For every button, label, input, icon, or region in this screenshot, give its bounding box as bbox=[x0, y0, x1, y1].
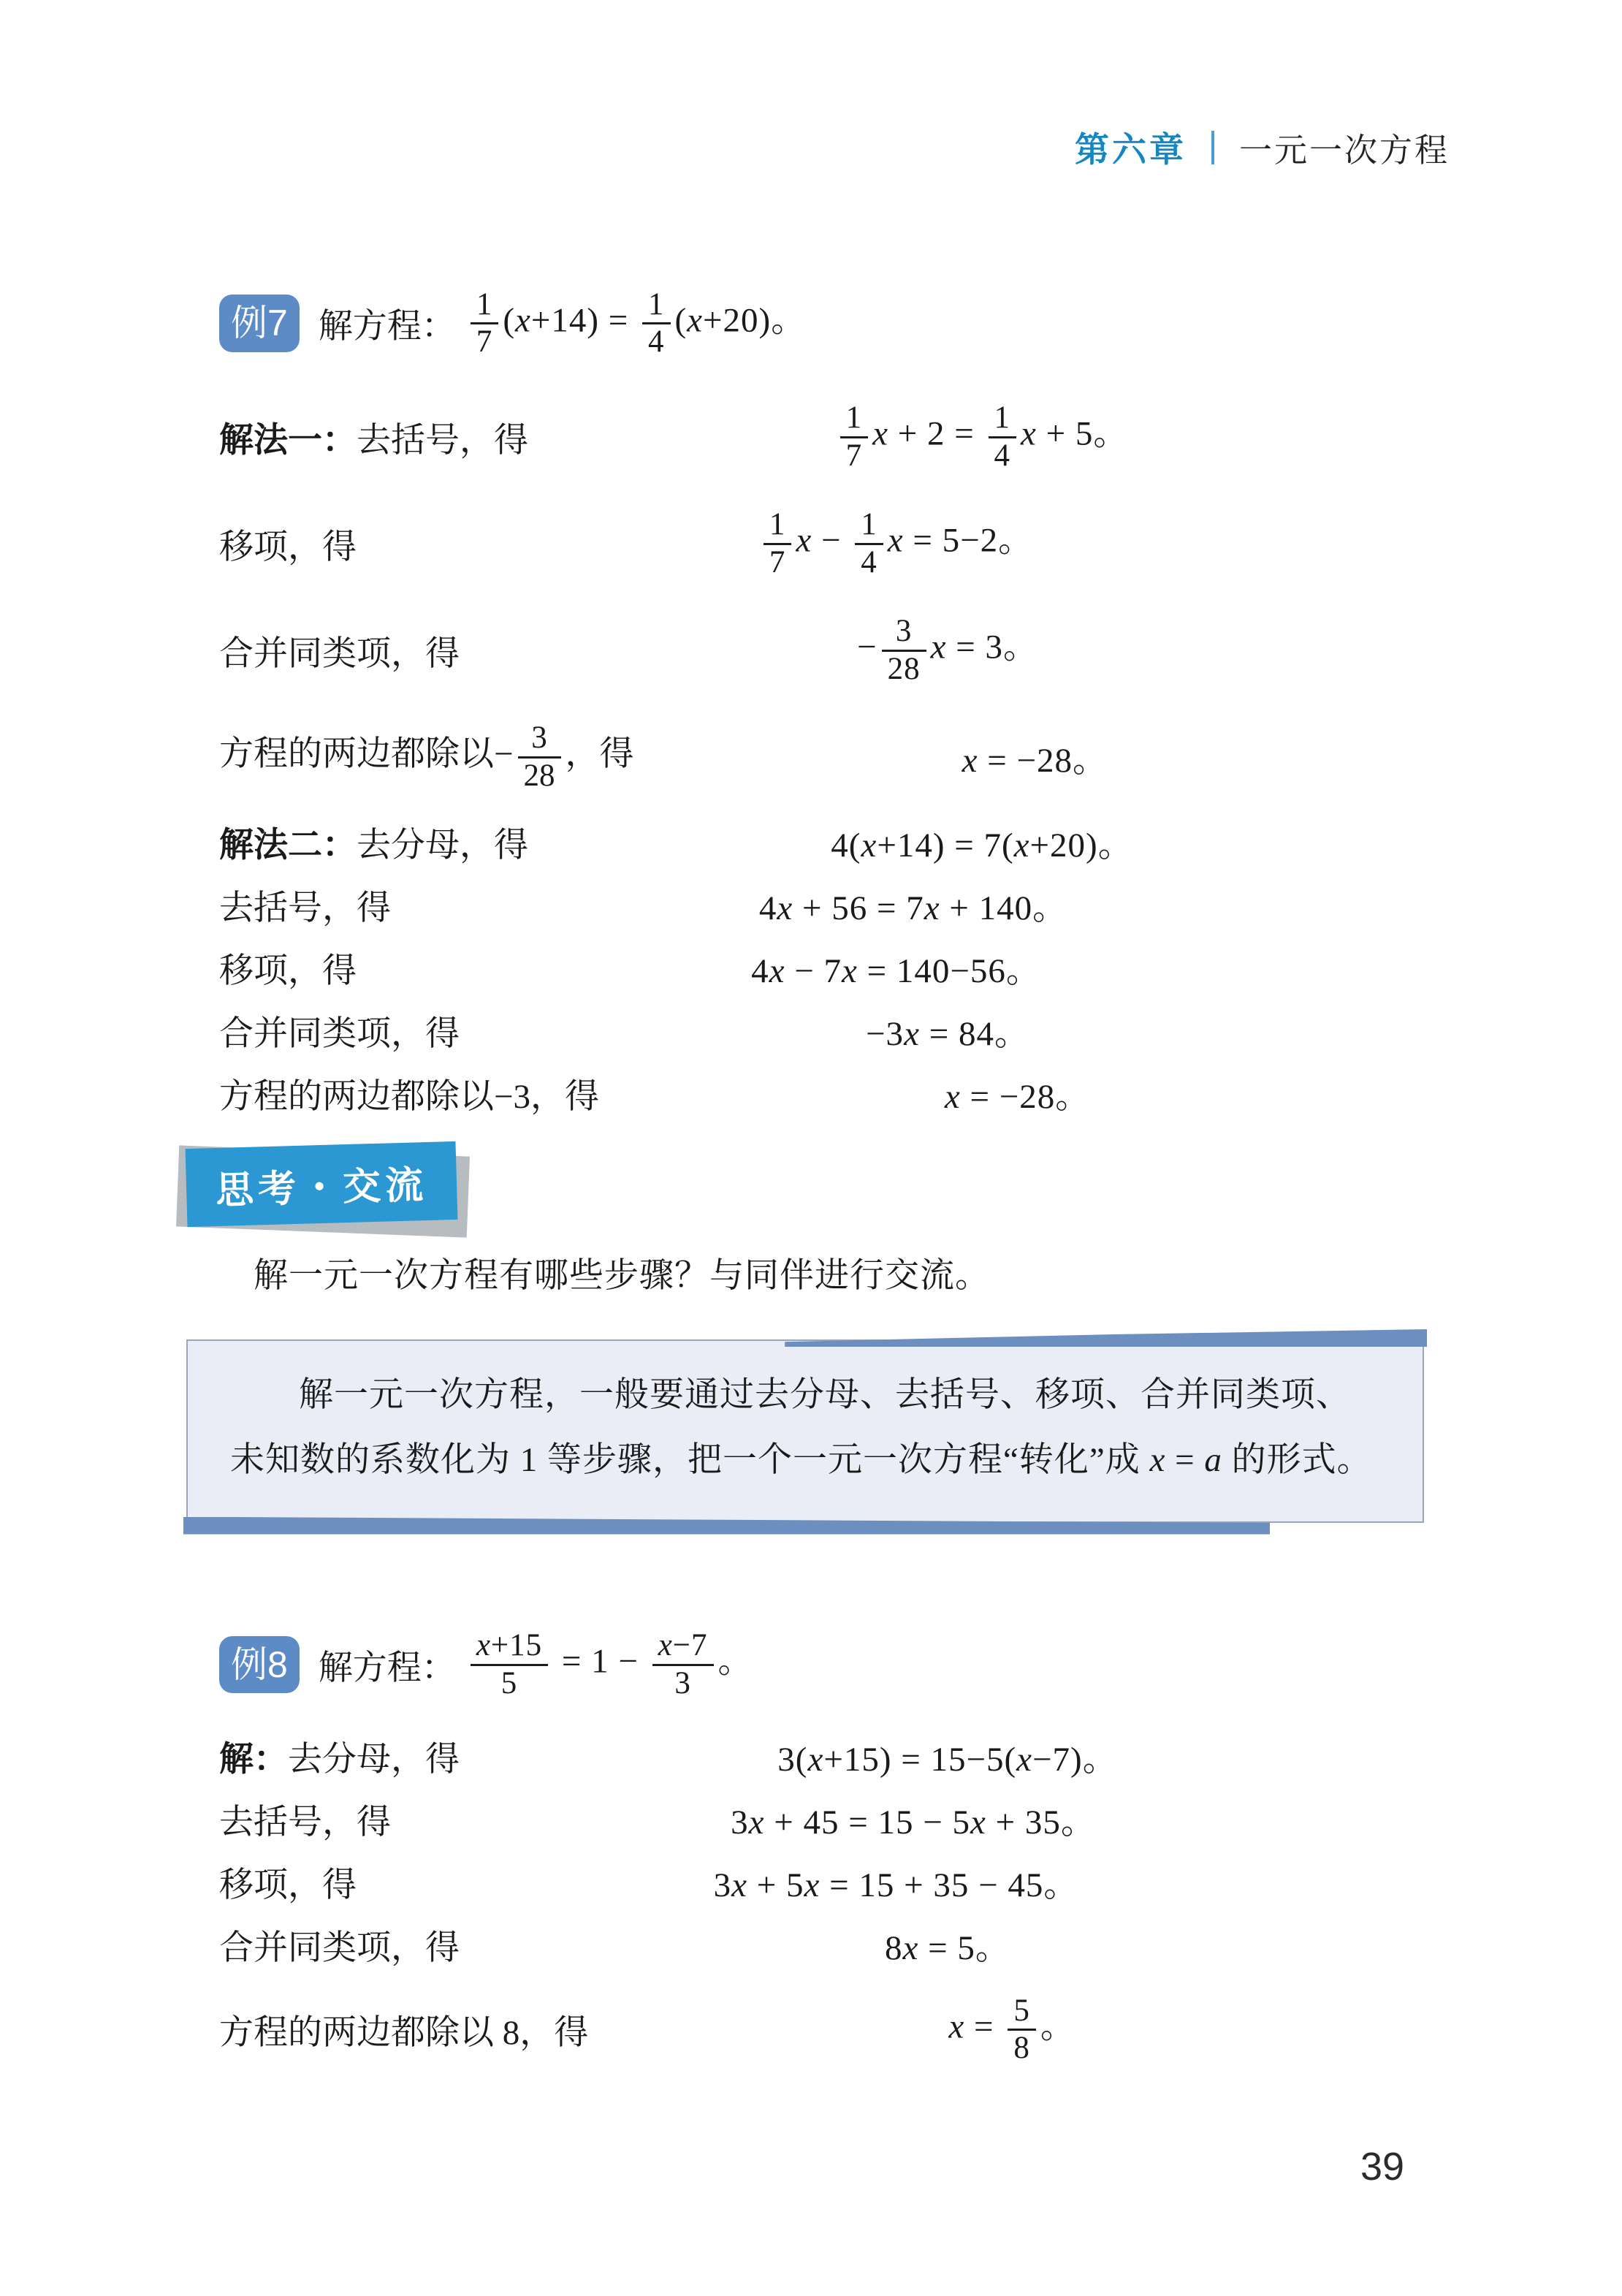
step-label-bold: 解法二： bbox=[219, 824, 357, 864]
step-label bbox=[219, 881, 391, 930]
step-equation: x = −28。 bbox=[944, 1077, 1091, 1116]
example7-badge: 例7 bbox=[219, 294, 300, 352]
think-question: 解一元一次方程有哪些步骤？与同伴进行交流。 bbox=[254, 1257, 990, 1295]
think-communicate-badge bbox=[186, 1145, 457, 1223]
example8-equation: $\frac{x+15}{5}$ = 1 − $\frac{x-7}{3}$ 。 bbox=[466, 1628, 753, 1700]
page-number: 39 bbox=[1360, 2145, 1405, 2189]
step-label bbox=[219, 2005, 588, 2054]
box-accent-bottom bbox=[183, 1517, 1270, 1535]
step-label bbox=[219, 721, 634, 793]
step-equation: 4(x+14) = 7(x+20)。 bbox=[831, 826, 1133, 864]
example8-lead: 解方程： bbox=[318, 1649, 456, 1687]
box-accent-top bbox=[785, 1329, 1427, 1347]
step-equation: − $\frac{3}{28}$ x = 3。 bbox=[857, 614, 1038, 686]
step-label-text: 去括号，得 bbox=[219, 1803, 391, 1842]
step-label-text: 移项，得 bbox=[219, 951, 357, 990]
step-label-text: 移项，得 bbox=[219, 528, 357, 566]
step-equation: 4x − 7x = 140−56。 bbox=[751, 951, 1041, 990]
step-label-text: 合并同类项，得 bbox=[219, 634, 460, 673]
step-equation: 8x = 5。 bbox=[885, 1929, 1010, 1968]
step-equation: 3(x+15) = 15−5(x−7)。 bbox=[777, 1741, 1118, 1779]
solution-step bbox=[219, 490, 1436, 597]
step-equation: x = −28。 bbox=[962, 741, 1108, 780]
step-label-text: 去分母，得 bbox=[357, 826, 528, 864]
solution-step bbox=[219, 1062, 1436, 1125]
example8-badge: 例8 bbox=[219, 1636, 300, 1694]
header-divider bbox=[1211, 131, 1214, 164]
page-content bbox=[215, 263, 1436, 2083]
solution-step bbox=[219, 597, 1436, 704]
summary-box bbox=[186, 1339, 1424, 1523]
solution-step bbox=[219, 704, 1436, 810]
solution-step bbox=[219, 1788, 1436, 1851]
step-label bbox=[219, 1920, 460, 1969]
step-equation: x = $\frac{5}{8}$ 。 bbox=[948, 1993, 1075, 2066]
step-label bbox=[219, 943, 357, 992]
step-label bbox=[219, 413, 528, 462]
badge-label: 思考・交流 bbox=[186, 1141, 458, 1227]
example7-equation: $\frac{1}{7}$ (x+14) = $\frac{1}{4}$ (x+20)。 bbox=[466, 287, 806, 360]
step-label-text: 合并同类项，得 bbox=[219, 1014, 460, 1053]
step-label bbox=[219, 1732, 460, 1781]
step-label-text: 去分母，得 bbox=[288, 1741, 460, 1779]
page-header bbox=[1075, 123, 1450, 172]
example7-lead: 解方程： bbox=[318, 308, 456, 346]
step-equation: $\frac{1}{7}$ x − $\frac{1}{4}$ x = 5−2。 bbox=[357, 507, 1436, 579]
step-label-text: 方程的两边都除以− $\frac{3}{28}$ ，得 bbox=[219, 721, 634, 793]
step-equation: −3x = 84。 bbox=[866, 1014, 1029, 1053]
example8-title bbox=[219, 1605, 1436, 1725]
step-label-text: 去括号，得 bbox=[219, 889, 391, 927]
solution-step bbox=[219, 1851, 1436, 1914]
solution-step bbox=[219, 873, 1436, 936]
step-equation: 4x + 56 = 7x + 140。 bbox=[758, 889, 1068, 927]
solution-step bbox=[219, 810, 1436, 873]
step-label-text: 合并同类项，得 bbox=[219, 1929, 460, 1968]
step-label-text: 移项，得 bbox=[219, 1866, 357, 1905]
solution-step bbox=[219, 1725, 1436, 1788]
step-label bbox=[219, 626, 460, 675]
step-label-text: 去括号，得 bbox=[357, 421, 528, 460]
step-label-bold: 解法一： bbox=[219, 419, 357, 459]
step-label bbox=[219, 520, 357, 569]
solution-step bbox=[219, 1977, 1436, 2083]
step-label bbox=[219, 818, 528, 867]
step-equation: 3x + 5x = 15 + 35 − 45。 bbox=[713, 1866, 1079, 1905]
step-label-text: 方程的两边都除以−3，得 bbox=[219, 1077, 600, 1116]
solution-step bbox=[219, 999, 1436, 1062]
step-label-text: 方程的两边都除以 8，得 bbox=[219, 2014, 589, 2053]
chapter-title: 一元一次方程 bbox=[1238, 132, 1450, 169]
summary-text: 解一元一次方程，一般要通过去分母、去括号、移项、合并同类项、未知数的系数化为 1 等步骤，把一个一元一次方程“转化”成 x = a 的形式。 bbox=[230, 1376, 1372, 1480]
step-label bbox=[219, 1006, 460, 1055]
step-label bbox=[219, 1795, 391, 1844]
step-label-bold: 解： bbox=[219, 1739, 288, 1779]
example7-title bbox=[219, 263, 1436, 384]
solution-step bbox=[219, 1914, 1436, 1977]
step-equation: 3x + 45 = 15 − 5x + 35。 bbox=[731, 1803, 1096, 1842]
step-equation: $\frac{1}{7}$ x + 2 = $\frac{1}{4}$ x + 5。 bbox=[528, 400, 1436, 473]
step-label bbox=[219, 1069, 599, 1118]
solution-step bbox=[219, 384, 1436, 490]
solution-step bbox=[219, 936, 1436, 999]
chapter-label: 第六章 bbox=[1074, 130, 1187, 169]
step-label bbox=[219, 1858, 357, 1907]
